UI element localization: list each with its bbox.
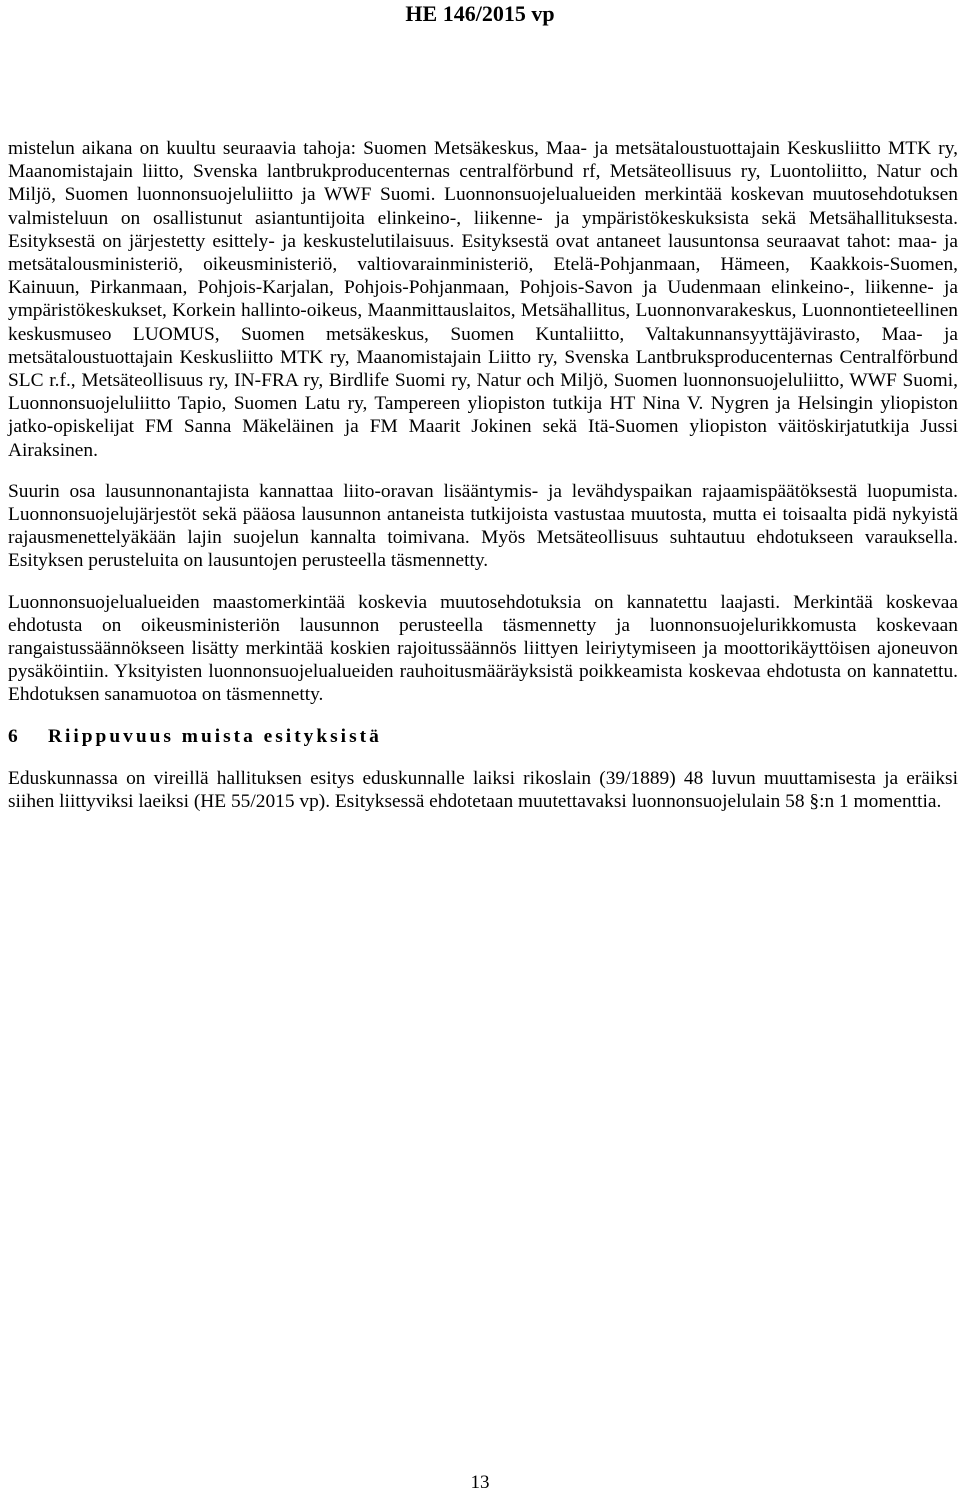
paragraph-consultation: mistelun aikana on kuultu seuraavia tahoja: Suomen Metsäkeskus, Maa- ja metsätaloustuottajain Keskusliitto MTK ry, Maanomistajain liitto, Svenska lantbrukproducenternas centralförbund rf, Metsäteollisuus ry, Luontoliitto, Natur och Miljö, Suomen luonnonsuojeluliitto ja WWF Suomi. Luonnonsuojelualueiden merkintää koskevan muutosehdotuksen valmisteluun on osallistunut asiantuntijoita elinkeino-, liikenne- ja ympäristökeskuksista sekä Metsähallituksesta. Esityksestä on järjestetty esittely- ja keskustelutilaisuus. Esityksestä ovat antaneet lausuntonsa seuraavat tahot: maa- ja metsätalousministeriö, oikeusministeriö, valtiovarainministeriö, Etelä-Pohjanmaan, Hämeen, Kaakkois-Suomen, Kainuun, Pirkanmaan, Pohjois-Karjalan, Pohjois-Pohjanmaan, Pohjois-Savon ja Uudenmaan elinkeino-, liikenne- ja ympäristökeskukset, Korkein hallinto-oikeus, Maanmittauslaitos, Metsähallitus, Luonnonvarakeskus, Luonnontieteellinen keskusmuseo LUOMUS, Suomen metsäkeskus, Suomen Kuntaliitto, Valtakunnansyyttäjävirasto, Maa- ja metsätaloustuottajain Keskusliitto MTK ry, Maanomistajain Liitto ry, Svenska Lantbruksproducenternas Centralförbund SLC r.f., Metsäteollisuus ry, IN-FRA ry, Birdlife Suomi ry, Natur och Miljö, Suomen luonnonsuojeluliitto, WWF Suomi, Luonnonsuojeluliitto Tapio, Suomen Latu ry, Tampereen yliopiston tutkija HT Nina V. Nygren ja Helsingin yliopiston jatko-opiskelijat FM Sanna Mäkeläinen ja FM Maarit Jokinen sekä Itä-Suomen yliopiston väitöskirjatutkija Jussi Airaksinen. [8, 138, 958, 461]
section-number: 6 [8, 725, 18, 747]
paragraph-dependency: Eduskunnassa on vireillä hallituksen esitys eduskunnalle laiksi rikoslain (39/1889) 48 luvun muuttamisesta ja eräiksi siihen liittyviksi laeiksi (HE 55/2015 vp). Esityksessä ehdotetaan muutettavaksi luonnonsuojelulain 58 §:n 1 momenttia. [8, 767, 958, 813]
section-heading [8, 725, 958, 748]
page-number: 13 [470, 1472, 490, 1493]
document-id: HE 146/2015 vp [405, 1, 555, 26]
page-body [8, 137, 958, 831]
section-title: Riippuvuus muista esityksistä [48, 725, 382, 747]
paragraph-statements: Suurin osa lausunnonantajista kannattaa liito-oravan lisääntymis- ja levähdyspaikan rajaamispäätöksestä luopumista. Luonnonsuojelujärjestöt sekä pääosa lausunnon antaneista tutkijoista vastustaa muutosta, mutta ei toisaalta pidä nykyistä rajausmenettelyäkään lajin suojelun kannalta toimivana. Myös Metsäteollisuus suhtautuu ehdotukseen varauksella. Esityksen perusteluita on lausuntojen perusteella täsmennetty. [8, 480, 958, 572]
paragraph-markings: Luonnonsuojelualueiden maastomerkintää koskevia muutosehdotuksia on kannatettu laajasti. Merkintää koskevaa ehdotusta on oikeusministeriön lausunnon perusteella täsmennetty ja luonnonsuojelurikkomusta koskevaan rangaistussäännökseen lisätty merkintää koskien rajoitussäännös liittyen leiriytymiseen ja moottorikäyttöisen ajoneuvon pysäköintiin. Yksityisten luonnonsuojelualueiden rauhoitusmääräyksistä poikkeamista koskevaa ehdotusta on kannatettu. Ehdotuksen sanamuotoa on täsmennetty. [8, 591, 958, 706]
